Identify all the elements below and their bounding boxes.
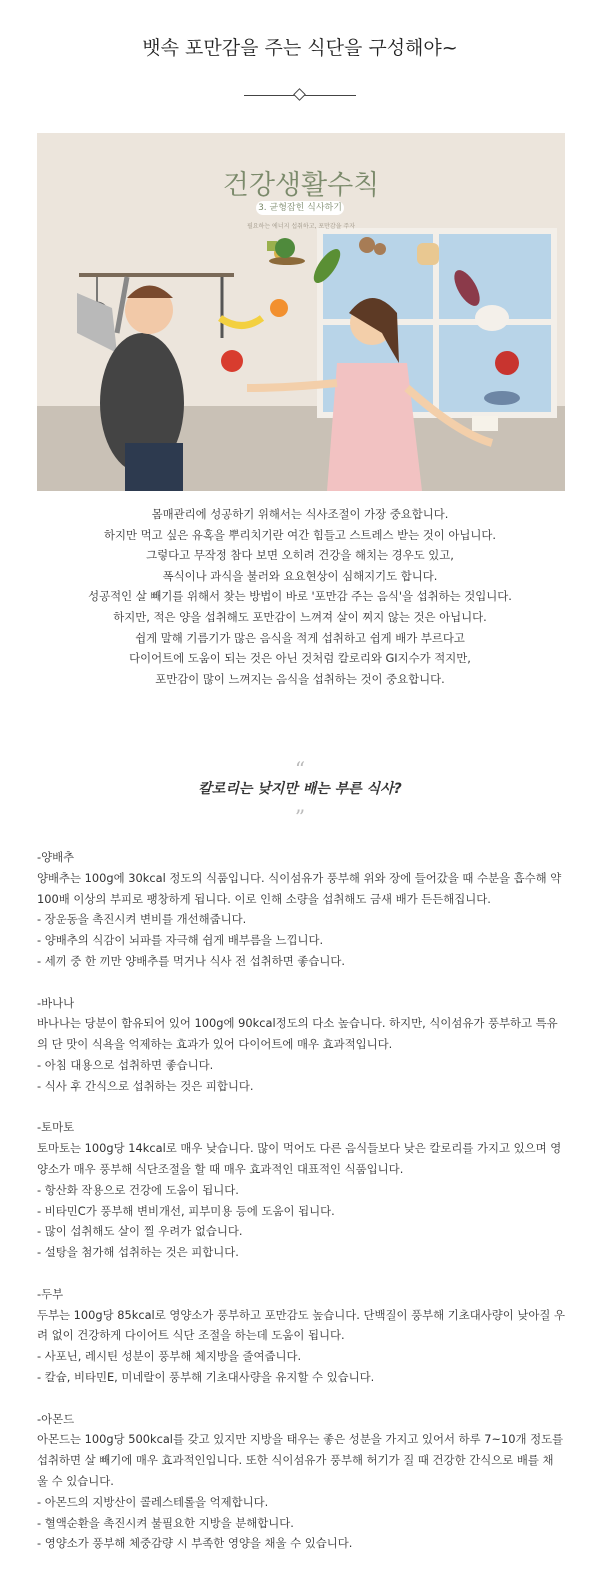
section-line: - 많이 섭취해도 살이 찔 우려가 없습니다. xyxy=(37,1224,243,1239)
title-divider xyxy=(244,88,356,102)
section-line: 울 수 있습니다. xyxy=(37,1473,114,1488)
section-heading: -토마토 xyxy=(37,1120,75,1135)
section-line: - 식사 후 간식으로 섭취하는 것은 피합니다. xyxy=(37,1078,254,1093)
section-line: - 세끼 중 한 끼만 양배추를 먹거나 식사 전 섭취하면 좋습니다. xyxy=(37,953,346,968)
hero-title: 건강생활수칙 xyxy=(222,170,380,201)
section-heading: -양배추 xyxy=(37,850,75,864)
section-line: - 양배추의 식감이 뇌파를 자극해 쉽게 배부름을 느낍니다. xyxy=(37,933,324,948)
section-line: 바나나는 당분이 함유되어 있어 100g에 90kcal정도의 다소 높습니다. 하지만, 식이섬유가 풍부하고 특유 xyxy=(37,1016,558,1031)
quote-heading: 칼로리는 낮지만 배는 부른 식사? xyxy=(198,781,402,797)
section-line: - 사포닌, 레시틴 성분이 풍부해 체지방을 줄여줍니다. xyxy=(37,1349,302,1364)
quote-open-mark: “ xyxy=(294,757,306,781)
section-line: - 비타민C가 풍부해 변비개선, 피부미용 등에 도움이 됩니다. xyxy=(37,1203,335,1218)
intro-line: 성공적인 살 빼기를 위해서 찾는 방법이 바로 '포만감 주는 음식'을 섭취하는 것입니다. xyxy=(88,589,512,604)
section-line: - 설탕을 첨가해 섭취하는 것은 피합니다. xyxy=(37,1245,239,1260)
page-title: 뱃속 포만감을 주는 식단을 구성해야~ xyxy=(142,37,458,59)
section-line: - 항산화 작용으로 건강에 도움이 됩니다. xyxy=(37,1182,239,1197)
section-almond xyxy=(37,1409,567,1555)
hero-caption: 필요하는 에너지 섭취하고, 포만감을 주자 xyxy=(246,223,356,230)
section-line: 양소가 매우 풍부해 식단조절을 할 때 매우 효과적인 대표적인 식품입니다. xyxy=(37,1161,404,1176)
section-line: 려 없이 건강하게 다이어트 식단 조절을 하는데 도움이 됩니다. xyxy=(37,1328,345,1343)
section-line: 섭취하면 살 빼기에 매우 효과적인입니다. 또한 식이섬유가 풍부해 허기가 질 때 건강한 간식으로 배를 채 xyxy=(37,1453,554,1468)
food-sections xyxy=(37,847,567,1569)
intro-line: 하지만 먹고 싶은 유혹을 뿌리치기란 여간 힘들고 스트레스 받는 것이 아닙니다. xyxy=(104,527,496,542)
section-tomato xyxy=(37,1117,567,1263)
section-line: 100배 이상의 부피로 팽창하게 됩니다. 이로 인해 소량을 섭취해도 금새 배가 든든해집니다. xyxy=(37,891,491,906)
woman-figure xyxy=(247,298,492,491)
section-line: - 칼슘, 비타민E, 미네랄이 풍부해 기초대사량을 유지할 수 있습니다. xyxy=(37,1369,375,1384)
hero-illustration xyxy=(37,133,565,491)
intro-paragraph xyxy=(0,504,600,689)
section-line: - 영양소가 풍부해 체중감량 시 부족한 영양을 채울 수 있습니다. xyxy=(37,1536,353,1551)
section-line: - 아침 대용으로 섭취하면 좋습니다. xyxy=(37,1057,214,1072)
section-line: - 혈액순환을 촉진시켜 불필요한 지방을 분해합니다. xyxy=(37,1515,294,1530)
section-line: 양배추는 100g에 30kcal 정도의 식품입니다. 식이섬유가 풍부해 위와 장에 들어갔을 때 수분을 흡수해 약 xyxy=(37,870,562,885)
section-heading: -두부 xyxy=(37,1286,64,1301)
section-heading: -바나나 xyxy=(37,995,75,1010)
intro-line: 그렇다고 무작정 참다 보면 오히려 건강을 해치는 경우도 있고, xyxy=(146,548,454,563)
intro-line: 다이어트에 도움이 되는 것은 아닌 것처럼 칼로리와 GI지수가 적지만, xyxy=(129,651,471,666)
section-line: - 아몬드의 지방산이 콜레스테롤을 억제합니다. xyxy=(37,1494,269,1509)
section-cabbage xyxy=(37,847,567,972)
quote-close-mark: ” xyxy=(294,805,306,829)
intro-line: 몸매관리에 성공하기 위해서는 식사조절이 가장 중요합니다. xyxy=(151,507,449,521)
intro-line: 포만감이 많이 느껴지는 음식을 섭취하는 것이 중요합니다. xyxy=(155,671,445,686)
section-line: 토마토는 100g당 14kcal로 매우 낮습니다. 많이 먹어도 다른 음식들보다 낮은 칼로리를 가지고 있으며 영 xyxy=(37,1141,562,1156)
intro-line: 폭식이나 과식을 불러와 요요현상이 심해지기도 합니다. xyxy=(162,568,438,583)
section-line: 두부는 100g당 85kcal로 영양소가 풍부하고 포만감도 높습니다. 단백질이 풍부해 기초대사량이 낮아질 우 xyxy=(37,1307,566,1322)
section-line: 의 단 맛이 식욕을 억제하는 효과가 있어 다이어트에 매우 효과적입니다. xyxy=(37,1037,393,1052)
section-tofu xyxy=(37,1284,567,1388)
hero-badge: 3. 균형잡힌 식사하기 xyxy=(256,201,344,215)
section-banana xyxy=(37,993,567,1097)
intro-line: 하지만, 적은 양을 섭취해도 포만감이 느껴져 살이 찌지 않는 것은 아닙니다. xyxy=(113,609,487,624)
intro-line: 쉽게 말해 기름기가 많은 음식을 적게 섭취하고 쉽게 배가 부르다고 xyxy=(135,630,465,645)
section-line: 아몬드는 100g당 500kcal를 갖고 있지만 지방을 태우는 좋은 성분을 가지고 있어서 하루 7~10개 정도를 xyxy=(37,1432,564,1447)
section-heading: -아몬드 xyxy=(37,1411,75,1426)
section-line: - 장운동을 촉진시켜 변비를 개선해줍니다. xyxy=(37,912,247,927)
